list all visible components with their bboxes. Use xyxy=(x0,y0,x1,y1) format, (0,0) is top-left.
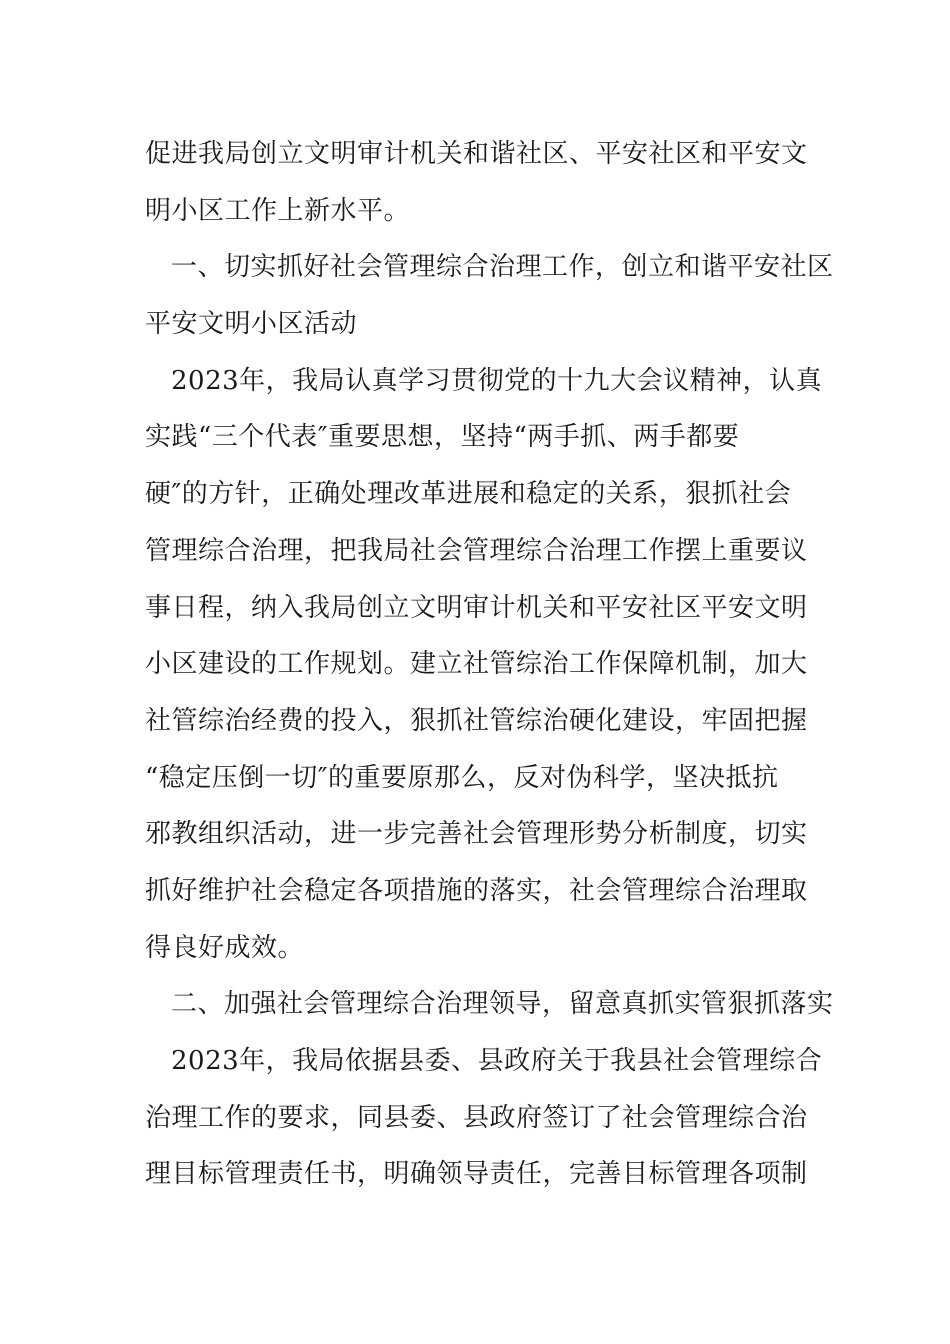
text-line: 事日程，纳入我局创立文明审计机关和平安社区平安文明 xyxy=(145,592,808,623)
text-line: 社管综治经费的投入，狠抓社管综治硬化建设，牢固把握 xyxy=(145,705,808,736)
text-line: 明小区工作上新水平。 xyxy=(145,195,411,226)
text-line: 硬″的方针，正确处理改革进展和稳定的关系，狠抓社会 xyxy=(145,479,792,510)
section-heading-2: 二、加强社会管理综合治理领导，留意真抓实管狠抓落实 xyxy=(171,989,834,1020)
text-line: 实践“三个代表″重要思想，坚持“两手抓、两手都要 xyxy=(145,422,740,453)
section-heading-1: 一、切实抓好社会管理综合治理工作，创立和谐平安社区 xyxy=(171,252,834,283)
paragraph-start: 2023年，我局认真学习贯彻党的十九大会议精神，认真 xyxy=(171,365,823,396)
text-line: 得良好成效。 xyxy=(145,932,305,963)
paragraph-start: 2023年，我局依据县委、县政府关于我县社会管理综合 xyxy=(171,1046,823,1076)
text-line: 治理工作的要求，同县委、县政府签订了社会管理综合治 xyxy=(145,1102,808,1133)
text-line: 邪教组织活动，进一步完善社会管理形势分析制度，切实 xyxy=(145,819,808,850)
section-heading-1-cont: 平安文明小区活动 xyxy=(145,309,358,340)
text-line: 小区建设的工作规划。建立社管综治工作保障机制，加大 xyxy=(145,649,808,680)
text-line: 促进我局创立文明审计机关和谐社区、平安社区和平安文 xyxy=(145,139,808,169)
text-line: “稳定压倒一切″的重要原那么，反对伪科学，坚决抵抗 xyxy=(145,762,779,793)
document-body xyxy=(145,126,834,1203)
text-line: 管理综合治理，把我局社会管理综合治理工作摆上重要议 xyxy=(145,535,808,566)
text-line: 理目标管理责任书，明确领导责任，完善目标管理各项制 xyxy=(145,1159,808,1190)
text-line: 抓好维护社会稳定各项措施的落实，社会管理综合治理取 xyxy=(145,875,808,906)
